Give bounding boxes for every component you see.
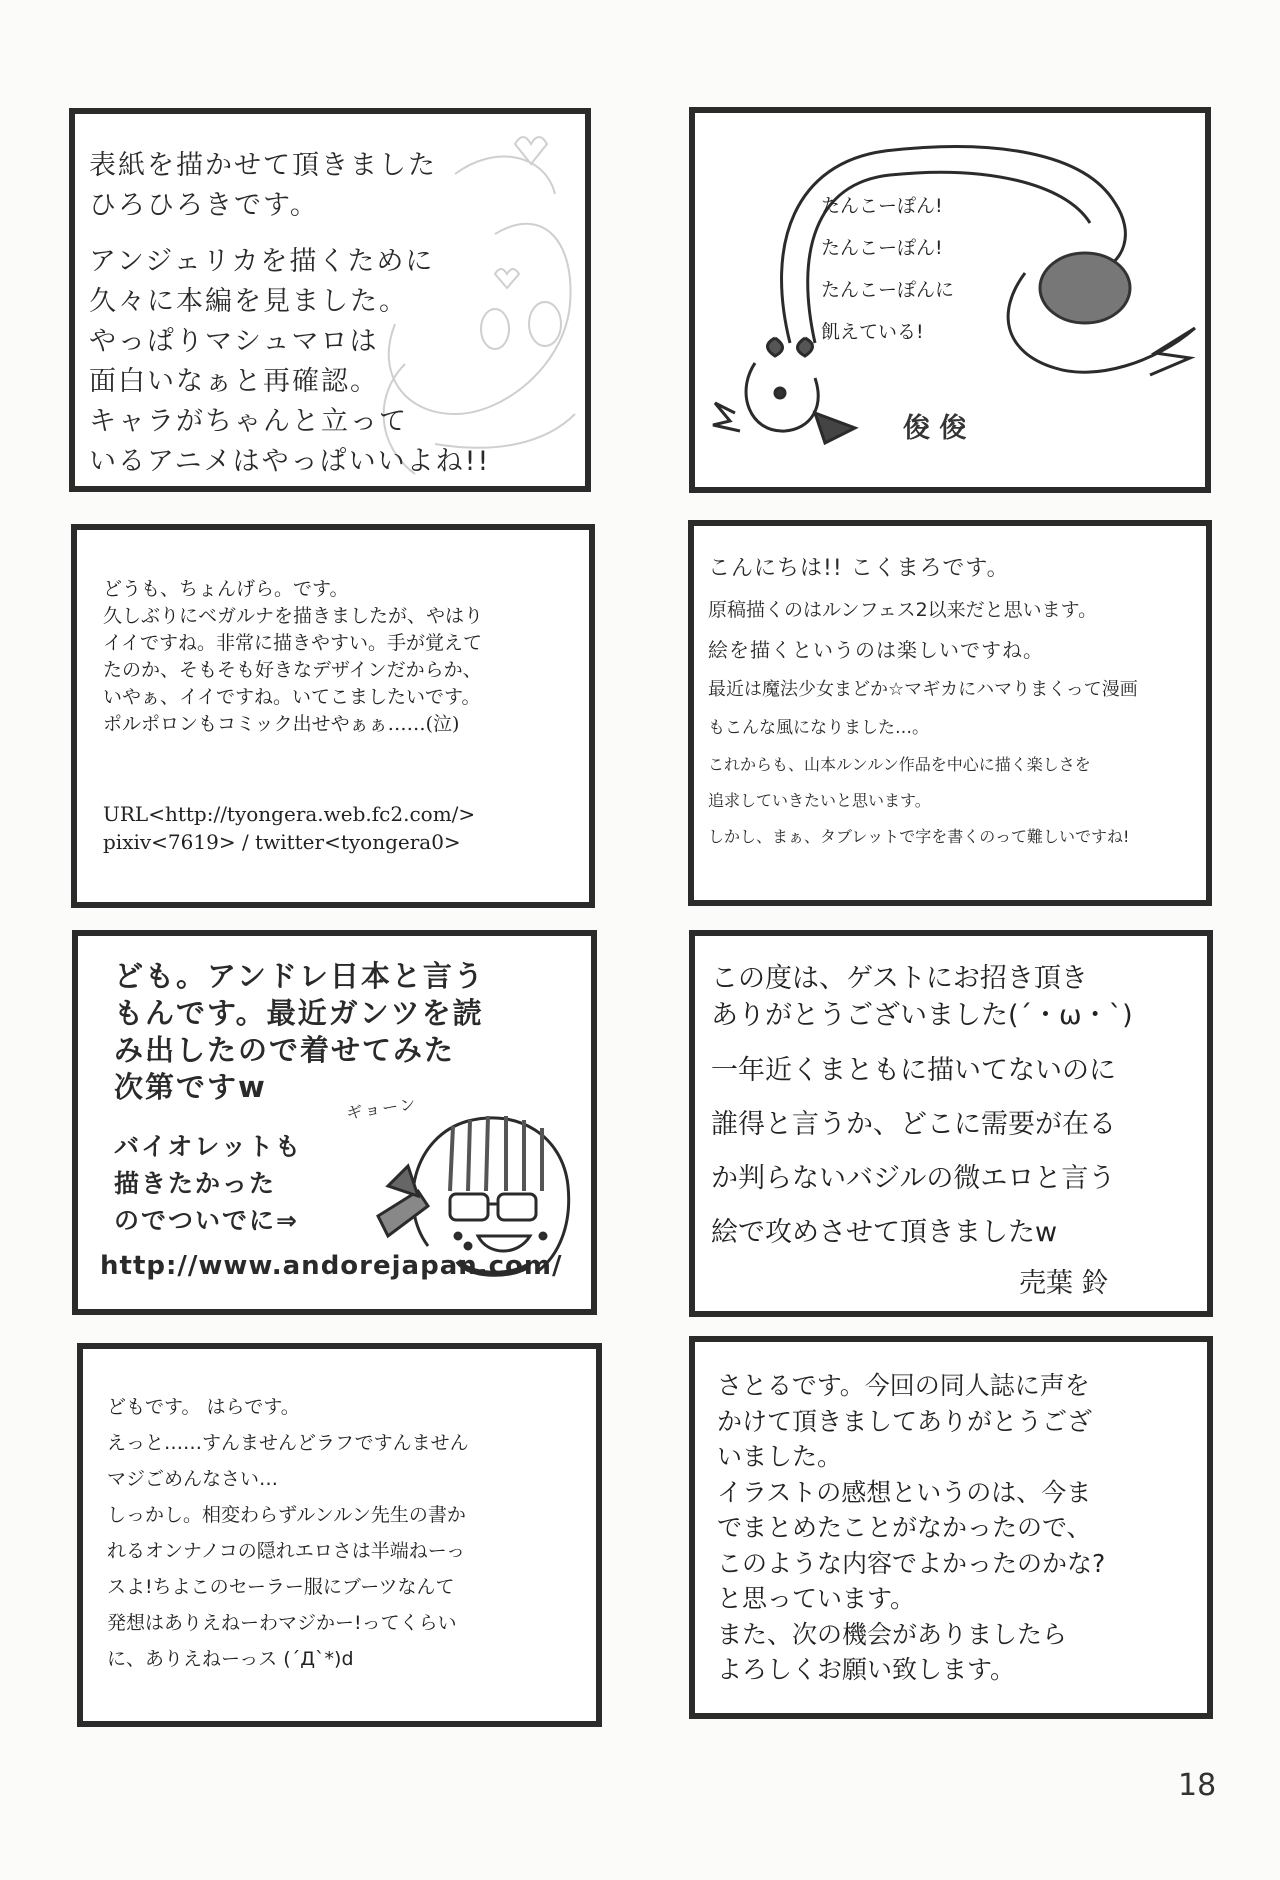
satoru-text	[717, 1368, 1207, 1688]
text-line: よろしくお願い致します。	[717, 1655, 1016, 1684]
text-line: 発想はありえねーわマジかー!ってくらい	[107, 1612, 457, 1634]
panel-hara	[77, 1343, 602, 1727]
text-line: のでついでに⇒	[114, 1206, 299, 1235]
text-line: ども。アンドレ日本と言う	[114, 959, 485, 993]
text-line: 久々に本編を見ました。	[89, 286, 408, 317]
text-line: 追求していきたいと思います。	[708, 791, 931, 810]
text-line: 最近は魔法少女まどか☆マギカにハマりまくって漫画	[708, 679, 1138, 700]
text-line: たんこーぽん!	[821, 195, 943, 217]
website-url: URL<http://tyongera.web.fc2.com/>	[103, 802, 476, 826]
urubasuzu-text	[711, 960, 1207, 1260]
text-line: 原稿描くのはルンフェス2以来だと思います。	[708, 599, 1098, 621]
kokumaro-text	[708, 548, 1206, 856]
text-line: でまとめたことがなかったので、	[717, 1513, 1092, 1542]
text-line: ポルポロンもコミック出せやぁぁ……(泣)	[103, 713, 460, 735]
social-links: pixiv<7619> / twitter<tyongera0>	[103, 830, 461, 854]
text-line: バイオレットも	[114, 1132, 303, 1161]
shunshun-text	[821, 185, 1205, 353]
panel-chongera	[71, 524, 595, 908]
signature: 売葉 鈴	[1019, 1268, 1109, 1299]
text-line: か判らないバジルの微エロと言う	[711, 1163, 1116, 1194]
text-line: れるオンナノコの隠れエロさは半端ねーっ	[107, 1540, 465, 1562]
panel-satoru	[689, 1336, 1213, 1719]
text-line: ありがとうございました(´・ω・`)	[711, 1000, 1133, 1031]
text-line: 表紙を描かせて頂きました	[89, 150, 437, 181]
signature: 俊 俊	[903, 413, 967, 444]
andore-text	[114, 958, 591, 1106]
text-line: いるアニメはやっぱいいよね!!	[89, 446, 491, 477]
text-line: と思っています。	[717, 1584, 916, 1613]
text-line: しっかし。相変わらずルンルン先生の書か	[107, 1504, 466, 1526]
text-line: イラストの感想というのは、今ま	[717, 1477, 1092, 1507]
text-line: 絵で攻めさせて頂きましたw	[711, 1217, 1058, 1248]
text-line: いやぁ、イイですね。いてこましたいです。	[103, 686, 481, 708]
panel-urubasuzu	[689, 930, 1213, 1317]
text-line: こんにちは!! こくまろです。	[708, 556, 1010, 581]
text-line: えっと……すんませんどラフですんません	[107, 1432, 469, 1454]
text-line: さとるです。今回の同人誌に声を	[717, 1371, 1090, 1400]
text-line: たんこーぽん!	[821, 237, 943, 259]
text-line: ひろひろきです。	[89, 190, 319, 221]
hirohiroki-text	[89, 146, 585, 482]
text-line: やっぱりマシュマロは	[89, 326, 379, 357]
chongera-text	[103, 576, 589, 738]
text-line: に、ありえねーっス (´Д`*)d	[107, 1648, 354, 1670]
text-line: 飢えている!	[821, 321, 924, 343]
text-line: どもです。 はらです。	[107, 1396, 300, 1418]
text-line: キャラがちゃんと立って	[89, 406, 408, 437]
panel-kokumaro	[688, 520, 1212, 906]
text-line: また、次の機会がありましたら	[717, 1619, 1068, 1649]
text-line: かけて頂きましてありがとうござ	[717, 1406, 1093, 1436]
text-line: マジごめんなさい…	[107, 1468, 279, 1490]
text-line: この度は、ゲストにお招き頂き	[711, 963, 1088, 994]
text-line: たんこーぽんに	[821, 279, 955, 301]
text-line: イイですね。非常に描きやすい。手が覚えて	[103, 632, 483, 654]
text-line: 一年近くまともに描いてないのに	[711, 1055, 1116, 1086]
text-line: しかし、まぁ、タブレットで字を書くのって難しいですね!	[708, 827, 1130, 846]
text-line: 誰得と言うか、どこに需要が在る	[711, 1109, 1116, 1140]
text-line: スよ!ちよこのセーラー服にブーツなんて	[107, 1576, 455, 1598]
text-line: たのか、そもそも好きなデザインだからか、	[103, 659, 482, 681]
hara-text	[107, 1389, 596, 1677]
text-line: このような内容でよかったのかな?	[717, 1548, 1106, 1578]
text-line: み出したので着せてみた	[114, 1033, 456, 1067]
text-line: 久しぶりにベガルナを描きましたが、やはり	[103, 605, 484, 627]
text-line: どうも、ちょんげら。です。	[103, 578, 349, 600]
page-number: 18	[1178, 1768, 1217, 1803]
text-line: いました。	[717, 1442, 843, 1471]
text-line: もこんな風になりました…。	[708, 718, 929, 738]
sound-effect: ギョーン	[345, 1094, 419, 1123]
panel-shunshun	[689, 107, 1211, 493]
text-line: 面白いなぁと再確認。	[89, 366, 379, 397]
website-url: http://www.andorejapan.com/	[100, 1251, 563, 1281]
text-line: これからも、山本ルンルン作品を中心に描く楽しさを	[708, 755, 1091, 774]
text-line: もんです。最近ガンツを読	[114, 996, 484, 1030]
text-line: 描きたかった	[114, 1169, 277, 1198]
text-line: アンジェリカを描くために	[89, 246, 435, 277]
panel-andore	[72, 930, 597, 1315]
text-line: 次第ですw	[114, 1070, 267, 1104]
text-line: 絵を描くというのは楽しいですね。	[708, 638, 1044, 662]
panel-hirohiroki	[69, 108, 591, 492]
